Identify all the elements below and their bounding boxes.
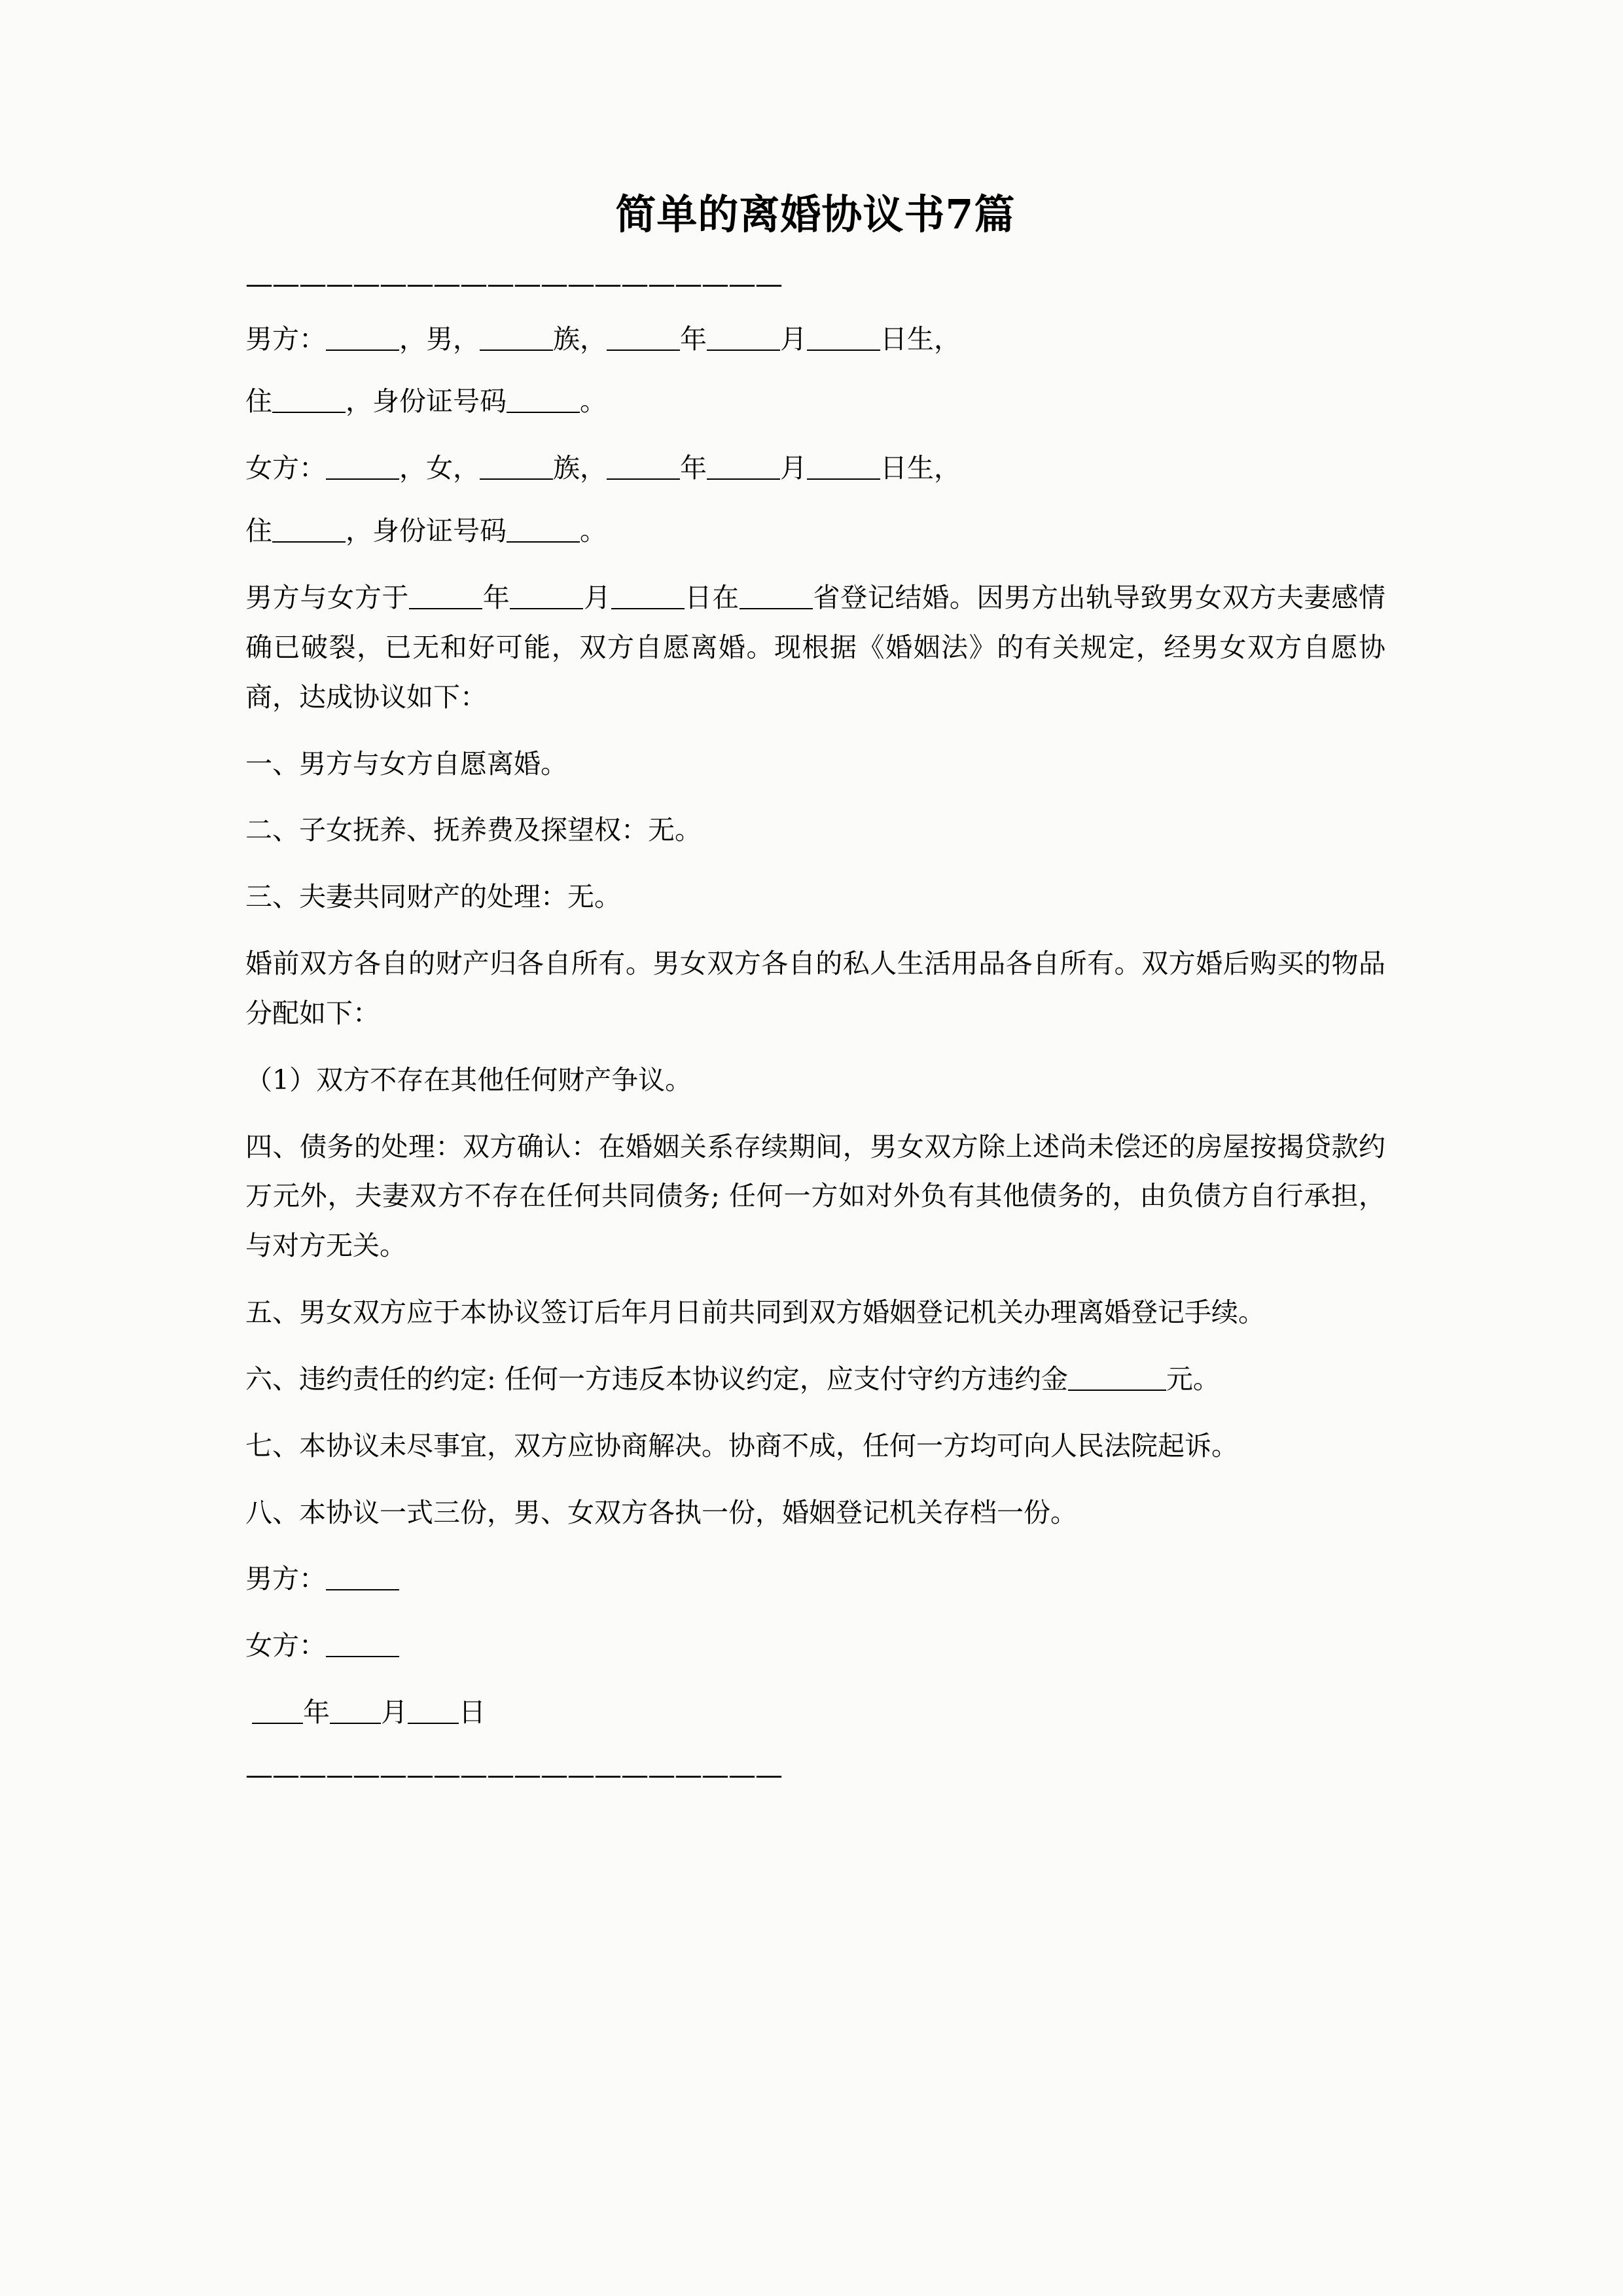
male-name-blank — [326, 350, 399, 351]
female-ethnicity-blank — [480, 478, 553, 480]
signature-male — [245, 1537, 1385, 1604]
female-party-identity — [245, 427, 1385, 493]
clause-item-1: 一、男方与女方自愿离婚。 — [245, 747, 567, 780]
signature-male-label: 男方： — [245, 1563, 326, 1595]
marriage-day-text: 日在 — [684, 581, 740, 613]
penalty-amount-blank — [1068, 1390, 1166, 1391]
signature-female-label: 女方： — [245, 1630, 326, 1662]
clause-item-7: 七、本协议未尽事宜，双方应协商解决。协商不成，任何一方均可向人民法院起诉。 — [245, 1429, 1238, 1462]
male-ethnicity-text: 族， — [553, 323, 607, 355]
male-address-period: 。 — [580, 386, 607, 418]
female-day-text: 日生， — [880, 452, 961, 484]
marriage-year-blank — [409, 608, 482, 609]
marriage-day-blank — [611, 608, 685, 609]
female-name-blank — [326, 478, 399, 480]
male-party-identity — [245, 298, 1385, 365]
male-label: 男方： — [245, 323, 326, 355]
female-address-period: 。 — [580, 515, 607, 547]
clause-6-text: 六、违约责任的约定: 任何一方违反本协议约定，应支付守约方违约金 — [245, 1363, 1068, 1395]
date-day-blank — [408, 1723, 459, 1724]
male-day-text: 日生， — [880, 323, 961, 355]
date-year-blank — [252, 1723, 303, 1724]
male-party-address — [245, 364, 1385, 427]
female-id-blank — [507, 541, 580, 543]
female-birth-month-blank — [707, 478, 780, 480]
clause-item-3-sub-1: （1）双方不存在其他任何财产争议。 — [245, 1064, 692, 1096]
date-day-label: 日 — [459, 1696, 486, 1729]
male-ethnicity-blank — [480, 350, 553, 351]
divider-bottom: ———————————————————— — [245, 1759, 782, 1789]
male-birth-month-blank — [707, 350, 780, 351]
male-month-text: 月 — [780, 323, 807, 355]
male-birth-year-blank — [607, 350, 680, 351]
female-month-text: 月 — [780, 452, 807, 484]
date-month-blank — [330, 1723, 381, 1724]
female-label: 女方： — [245, 452, 326, 484]
female-party-address — [245, 493, 1385, 556]
signature-male-blank — [326, 1589, 399, 1590]
divider-top: ———————————————————— — [245, 267, 782, 298]
marriage-body-text: 省登记结婚。因男方出轨导致男女双方夫妻感情确已破裂，已无和好可能，双方自愿离婚。现根据《婚姻法》的有关规定，经男女双方自愿协商，达成协议如下： — [245, 581, 1386, 713]
signature-female — [245, 1604, 1385, 1671]
document-content — [245, 0, 1385, 1789]
marriage-intro: 男方与女方于 — [245, 581, 410, 613]
clause-item-3: 三、夫妻共同财产的处理：无。 — [245, 881, 621, 913]
female-year-text: 年 — [680, 452, 707, 484]
clause-item-5: 五、男女双方应于本协议签订后年月日前共同到双方婚姻登记机关办理离婚登记手续。 — [245, 1297, 1265, 1329]
marriage-province-blank — [740, 608, 813, 609]
clause-item-6 — [245, 1338, 1385, 1405]
marriage-preamble — [245, 556, 1385, 723]
page-title: 简单的离婚协议书7篇 — [615, 190, 1016, 238]
date-month-label: 月 — [381, 1696, 408, 1729]
female-gender-text: ，女， — [399, 452, 480, 484]
marriage-month-blank — [510, 608, 583, 609]
male-id-label: ，身份证号码 — [346, 386, 507, 418]
female-address-blank — [272, 541, 346, 543]
female-birth-year-blank — [607, 478, 680, 480]
male-birth-day-blank — [807, 350, 880, 351]
marriage-month-text: 月 — [583, 581, 611, 613]
clause-item-3-detail: 婚前双方各自的财产归各自所有。男女双方各自的私人生活用品各自所有。双方婚后购买的物品分配如下： — [245, 948, 1385, 1029]
male-address-label: 住 — [245, 386, 272, 418]
male-year-text: 年 — [680, 323, 707, 355]
date-year-label: 年 — [303, 1696, 330, 1729]
female-birth-day-blank — [807, 478, 880, 480]
male-address-blank — [272, 412, 346, 413]
clause-6-unit: 元。 — [1166, 1363, 1220, 1395]
marriage-year-text: 年 — [482, 581, 510, 613]
male-id-blank — [507, 412, 580, 413]
signature-date — [245, 1671, 1385, 1738]
female-id-label: ，身份证号码 — [346, 515, 507, 547]
female-ethnicity-text: 族， — [553, 452, 607, 484]
signature-female-blank — [326, 1656, 399, 1657]
clause-item-8: 八、本协议一式三份，男、女双方各执一份，婚姻登记机关存档一份。 — [245, 1496, 1077, 1528]
clause-item-2: 二、子女抚养、抚养费及探望权：无。 — [245, 814, 702, 846]
clause-item-4: 四、债务的处理：双方确认：在婚姻关系存续期间，男女双方除上述尚未偿还的房屋按揭贷款约万元外，夫妻双方不存在任何共同债务; 任何一方如对外负有其他债务的，由负债方自行承担，与对方无关。 — [245, 1130, 1385, 1262]
male-gender-text: ，男， — [399, 323, 480, 355]
female-address-label: 住 — [245, 515, 272, 547]
